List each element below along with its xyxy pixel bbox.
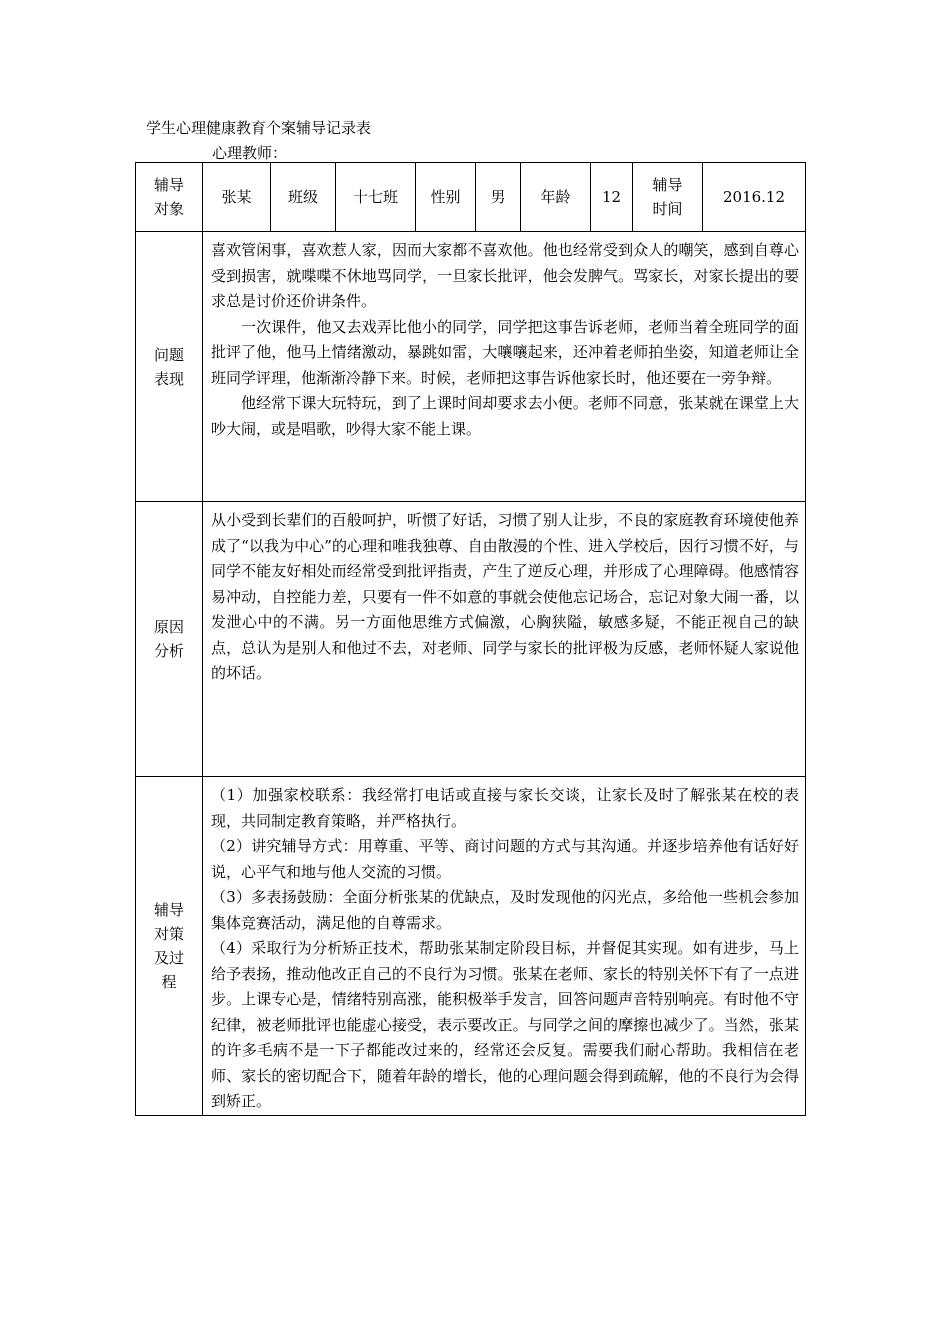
problem-row (136, 232, 806, 502)
method-label (136, 777, 203, 1116)
cause-content (203, 502, 806, 777)
problem-label (136, 232, 203, 502)
method-paragraph: （3）多表扬鼓励：全面分析张某的优缺点，及时发现他的闪光点，多给他一些机会参加集体竞赛活动，满足他的自尊需求。 (211, 888, 799, 932)
subject-label (136, 163, 203, 232)
method-paragraph: （2）讲究辅导方式：用尊重、平等、商讨问题的方式与其沟通。并逐步培养他有话好好说，心平气和地与他人交流的习惯。 (211, 837, 799, 881)
method-paragraph: （1）加强家校联系：我经常打电话或直接与家长交谈，让家长及时了解张某在校的表现，共同制定教育策略，并严格执行。 (211, 786, 799, 830)
class-label: 班级 (271, 163, 336, 232)
time-label-text: 辅导 时间 (652, 176, 683, 218)
age-value: 12 (591, 163, 633, 232)
problem-label-text: 问题 表现 (153, 345, 184, 388)
cause-row (136, 502, 806, 777)
document-title: 学生心理健康教育个案辅导记录表 (146, 119, 372, 137)
problem-content (203, 232, 806, 502)
subject-value: 张某 (203, 163, 271, 232)
teacher-label: 心理教师： (212, 144, 288, 162)
gender-label: 性别 (416, 163, 476, 232)
gender-value: 男 (476, 163, 521, 232)
method-paragraph: （4）采取行为分析矫正技术，帮助张某制定阶段目标，并督促其实现。如有进步，马上给予表扬，推动他改正自己的不良行为习惯。张某在老师、家长的特别关怀下有了一点进步。上课专心是，情绪特别高涨，能积极举手发言，回答问题声音特别响亮。有时他不守纪律，被老师批评也能虚心接受，表示要改正。与同学之间的摩擦也减少了。当然，张某的许多毛病不是一下子都能改过来的，经常还会反复。需要我们耐心帮助。我相信在老师、家长的密切配合下，随着年龄的增长，他的心理问题会得到疏解，他的不良行为会得到矫正。 (211, 939, 799, 1110)
problem-paragraph: 一次课件，他又去戏弄比他小的同学，同学把这事告诉老师，老师当着全班同学的面批评了他，他马上情绪激动，暴跳如雷，大嚷嚷起来，还冲着老师拍坐姿，知道老师让全班同学评理，他渐渐冷静下来。时候，老师把这事告诉他家长时，他还要在一旁争辩。 (211, 317, 799, 387)
record-table (135, 162, 806, 1116)
cause-label (136, 502, 203, 777)
method-content (203, 777, 806, 1116)
problem-paragraph: 喜欢管闲事，喜欢惹人家，因而大家都不喜欢他。他也经常受到众人的嘲笑，感到自尊心受到损害，就喋喋不休地骂同学，一旦家长批评，他会发脾气。骂家长，对家长提出的要求总是讨价还价讲条件。 (211, 241, 799, 310)
cause-label-text: 原因 分析 (153, 618, 184, 660)
problem-paragraph: 他经常下课大玩特玩，到了上课时间却要求去小便。老师不同意，张某就在课堂上大吵大闹，或是唱歌，吵得大家不能上课。 (211, 394, 799, 438)
class-value: 十七班 (336, 163, 416, 232)
subject-label-text: 辅导 对象 (153, 176, 184, 218)
time-value: 2016.12 (703, 163, 806, 232)
method-row (136, 777, 806, 1116)
cause-paragraph: 从小受到长辈们的百般呵护，听惯了好话，习惯了别人让步，不良的家庭教育环境使他养成了“以我为中心”的心理和唯我独尊、自由散漫的个性、进入学校后，因行习惯不好，与同学不能友好相处而经常受到批评指责，产生了逆反心理，并形成了心理障碍。他感情容易冲动，自控能力差，只要有一件不如意的事就会使他忘记场合，忘记对象大闹一番，以发泄心中的不满。另一方面他思维方式偏激，心胸狭隘，敏感多疑，不能正视自己的缺点，总认为是别人和他过不去，对老师、同学与家长的批评极为反感，老师怀疑人家说他的坏话。 (211, 511, 799, 682)
age-label: 年龄 (521, 163, 591, 232)
method-label-text: 辅导 对策 及过 程 (153, 900, 184, 991)
header-row (136, 163, 806, 232)
time-label (633, 163, 703, 232)
